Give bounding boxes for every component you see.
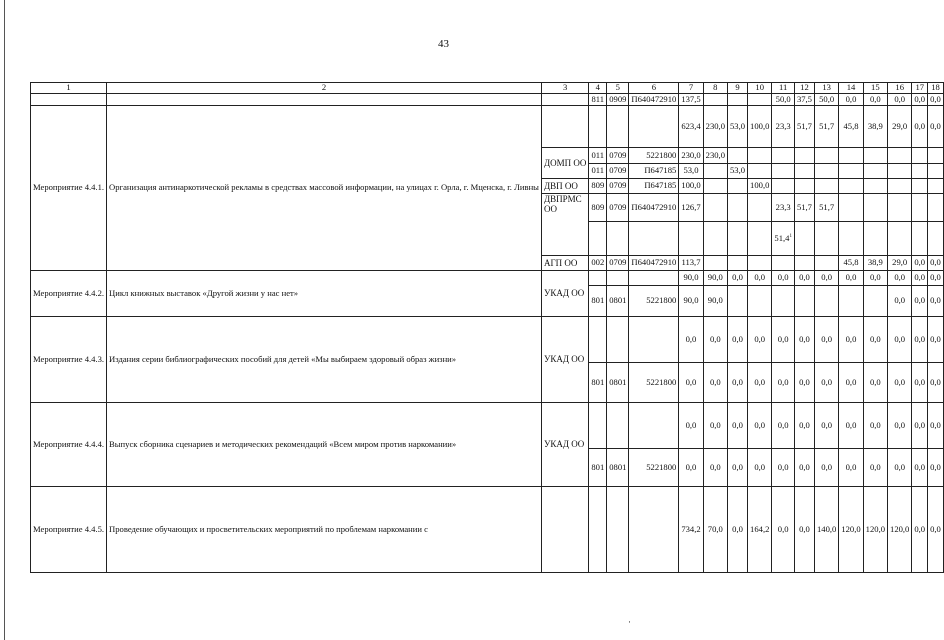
header-cell: 5: [607, 83, 629, 94]
table-cell: 0801: [607, 363, 629, 403]
table-cell: 0,0: [814, 363, 838, 403]
table-cell: 5221800: [629, 363, 679, 403]
table-cell: 0,0: [728, 317, 748, 363]
table-cell: 0,0: [912, 286, 928, 317]
table-cell: 51,7: [814, 106, 838, 148]
table-cell: 0909: [607, 94, 629, 106]
header-cell: 3: [541, 83, 588, 94]
table-cell: 120,0: [888, 487, 912, 573]
table-cell: 0,0: [703, 449, 727, 487]
table-cell: 734,2: [679, 487, 703, 573]
header-cell: 15: [863, 83, 887, 94]
table-cell: [772, 222, 795, 256]
table-cell: 0,0: [748, 403, 772, 449]
table-cell: 0,0: [839, 271, 863, 286]
table-cell: 100,0: [748, 179, 772, 194]
header-cell: 16: [888, 83, 912, 94]
table-cell: 0,0: [748, 271, 772, 286]
organization: УКАД ОО: [541, 271, 588, 317]
table-cell: 0,0: [839, 403, 863, 449]
table-cell: 51,7: [814, 194, 838, 222]
table-cell: 0,0: [772, 363, 795, 403]
activity-name: Мероприятие 4.4.5.: [31, 487, 107, 573]
table-cell: 0,0: [728, 363, 748, 403]
table-cell: 0709: [607, 148, 629, 164]
table-cell: 0801: [607, 286, 629, 317]
table-cell: 801: [589, 449, 607, 487]
header-cell: 18: [928, 83, 944, 94]
activity-description: Проведение обучающих и просветительских мероприятий по проблемам наркомании с: [107, 487, 542, 573]
table-cell: 140,0: [814, 487, 838, 573]
table-cell: 50,0: [772, 94, 795, 106]
table-cell: 0,0: [863, 271, 887, 286]
footnote-mark: 1: [789, 233, 792, 239]
activity-name: Мероприятие 4.4.2.: [31, 271, 107, 317]
table-cell: 0,0: [772, 487, 795, 573]
table-cell: 0,0: [728, 487, 748, 573]
table-cell: 809: [589, 179, 607, 194]
table-cell: 51,7: [794, 194, 814, 222]
table-cell: П647185: [629, 179, 679, 194]
table-cell: 0,0: [794, 363, 814, 403]
table-cell: 100,0: [748, 106, 772, 148]
table-cell: 70,0: [703, 487, 727, 573]
table-cell: 0,0: [928, 271, 944, 286]
table-cell: П640472910: [629, 256, 679, 271]
page-number: 43: [438, 38, 449, 50]
table-cell: 0,0: [928, 286, 944, 317]
activity-description: Выпуск сборника сценариев и методических рекомендаций «Всем миром против наркомании»: [107, 403, 542, 487]
table-cell: 37,5: [794, 94, 814, 106]
table-cell: 0,0: [912, 256, 928, 271]
header-cell: 12: [794, 83, 814, 94]
organization: УКАД ОО: [541, 317, 588, 403]
table-cell: 23,3: [772, 106, 795, 148]
table-cell: 90,0: [703, 271, 727, 286]
table-cell: 0,0: [772, 271, 795, 286]
table-cell: 230,0: [679, 148, 703, 164]
table-cell: 0,0: [703, 317, 727, 363]
table-cell: 38,9: [863, 256, 887, 271]
table-cell: 0,0: [703, 363, 727, 403]
table-cell: 164,2: [748, 487, 772, 573]
table-cell: 011: [589, 164, 607, 179]
table-cell: 0,0: [814, 271, 838, 286]
organization: ДОМП ОО: [541, 148, 588, 179]
table-cell: 0,0: [928, 106, 944, 148]
header-cell: 2: [107, 83, 542, 94]
table-cell: 38,9: [863, 106, 887, 148]
table-cell: 53,0: [679, 164, 703, 179]
table-cell: 45,8: [839, 106, 863, 148]
table-cell: 29,0: [888, 106, 912, 148]
table-cell: 809: [589, 194, 607, 222]
table-row: [31, 271, 944, 286]
table-cell: 0,0: [839, 363, 863, 403]
table-cell: 0,0: [928, 317, 944, 363]
table-cell: 0801: [607, 449, 629, 487]
table-cell: 0,0: [814, 449, 838, 487]
table-cell: 0,0: [912, 487, 928, 573]
table-cell: 0,0: [888, 317, 912, 363]
table-cell: 0,0: [772, 403, 795, 449]
header-cell: 6: [629, 83, 679, 94]
table-row: [31, 94, 944, 106]
table-cell: 0,0: [794, 487, 814, 573]
activity-name: Мероприятие 4.4.1.: [31, 106, 107, 271]
table-cell: 0709: [607, 256, 629, 271]
table-cell: 0,0: [728, 403, 748, 449]
table-cell: 120,0: [863, 487, 887, 573]
table-cell: 90,0: [679, 286, 703, 317]
organization: УКАД ОО: [541, 403, 588, 487]
table-cell: П640472910: [629, 194, 679, 222]
table-cell: 0,0: [888, 363, 912, 403]
table-cell: 0,0: [912, 363, 928, 403]
table-cell: 0,0: [912, 317, 928, 363]
scan-dot: ·: [628, 617, 631, 627]
table-cell: 801: [589, 363, 607, 403]
table-cell: 0,0: [772, 449, 795, 487]
table-cell: 0,0: [888, 449, 912, 487]
table-cell: 50,0: [814, 94, 838, 106]
table-cell: 5221800: [629, 449, 679, 487]
table-cell: 0,0: [814, 317, 838, 363]
table-cell: 90,0: [679, 271, 703, 286]
table-row: [31, 106, 944, 148]
table-cell: 5221800: [629, 286, 679, 317]
table-cell: 0,0: [679, 449, 703, 487]
activity-description: Цикл книжных выставок «Другой жизни у нас нет»: [107, 271, 542, 317]
header-cell: 4: [589, 83, 607, 94]
table-cell: 51,7: [794, 106, 814, 148]
table-cell: 0,0: [794, 449, 814, 487]
table-cell: 0,0: [928, 256, 944, 271]
table-cell: 0,0: [912, 403, 928, 449]
table-cell: 0,0: [839, 94, 863, 106]
activity-name: Мероприятие 4.4.4.: [31, 403, 107, 487]
table-cell: 0,0: [703, 403, 727, 449]
table-cell: 0,0: [928, 94, 944, 106]
table-cell: 0,0: [863, 363, 887, 403]
table-cell: 623,4: [679, 106, 703, 148]
activity-description: Организация антинаркотической рекламы в средствах массовой информации, на улицах г. Орла, г. Мценска, г. Ливны: [107, 106, 542, 271]
table-cell: 120,0: [839, 487, 863, 573]
table-cell: 0,0: [888, 286, 912, 317]
table-cell: 23,3: [772, 194, 795, 222]
table-cell: 0,0: [679, 317, 703, 363]
table-cell: 0709: [607, 164, 629, 179]
table-cell: 0,0: [814, 403, 838, 449]
table-cell: 0,0: [863, 403, 887, 449]
table-cell: 0,0: [748, 449, 772, 487]
table-cell: 801: [589, 286, 607, 317]
activity-description: Издания серии библиографических пособий для детей «Мы выбираем здоровый образ жизни»: [107, 317, 542, 403]
header-cell: 10: [748, 83, 772, 94]
table-cell: 0,0: [679, 363, 703, 403]
table-cell: 113,7: [679, 256, 703, 271]
table-cell: 0,0: [863, 449, 887, 487]
table-cell: 0,0: [839, 449, 863, 487]
header-cell: 11: [772, 83, 795, 94]
table-cell: 0,0: [839, 317, 863, 363]
header-cell: 14: [839, 83, 863, 94]
table-cell: 0,0: [928, 403, 944, 449]
table-cell: 53,0: [728, 164, 748, 179]
table-cell: 100,0: [679, 179, 703, 194]
table-cell: 0709: [607, 194, 629, 222]
table-row: [31, 487, 944, 573]
table-cell: П647185: [629, 164, 679, 179]
header-cell: 13: [814, 83, 838, 94]
header-cell: 1: [31, 83, 107, 94]
budget-table: [30, 82, 944, 573]
table-cell: 0,0: [679, 403, 703, 449]
table-cell: 137,5: [679, 94, 703, 106]
header-cell: 8: [703, 83, 727, 94]
table-cell: 230,0: [703, 148, 727, 164]
table-cell: 0,0: [928, 449, 944, 487]
table-cell: 811: [589, 94, 607, 106]
table-cell: 0,0: [912, 94, 928, 106]
table-cell: 45,8: [839, 256, 863, 271]
table-cell: 0,0: [772, 317, 795, 363]
header-row: [31, 83, 944, 94]
table-cell: 0,0: [794, 271, 814, 286]
table-cell: 230,0: [703, 106, 727, 148]
table-cell: 0,0: [888, 403, 912, 449]
table-cell: 0,0: [912, 106, 928, 148]
table-cell: 90,0: [703, 286, 727, 317]
table-cell: 53,0: [728, 106, 748, 148]
table-cell: 0,0: [748, 317, 772, 363]
page-edge-line: [4, 0, 5, 640]
table-cell: 011: [589, 148, 607, 164]
table-cell: 0,0: [863, 94, 887, 106]
table-cell: 0,0: [912, 271, 928, 286]
table-cell: 0,0: [928, 487, 944, 573]
table-cell: 126,7: [679, 194, 703, 222]
table-cell: 0,0: [912, 449, 928, 487]
table-cell: 0709: [607, 179, 629, 194]
table-row: [31, 317, 944, 363]
table-cell: 0,0: [728, 449, 748, 487]
organization: ДВПРМС ОО: [541, 194, 588, 256]
activity-name: Мероприятие 4.4.3.: [31, 317, 107, 403]
table-cell: 0,0: [888, 271, 912, 286]
header-cell: 17: [912, 83, 928, 94]
table-cell: 0,0: [863, 317, 887, 363]
table-cell: П640472910: [629, 94, 679, 106]
table-cell: 002: [589, 256, 607, 271]
table-cell: 0,0: [728, 271, 748, 286]
table-cell: 5221800: [629, 148, 679, 164]
table-row: [31, 403, 944, 449]
organization: ДВП ОО: [541, 179, 588, 194]
header-cell: 9: [728, 83, 748, 94]
header-cell: 7: [679, 83, 703, 94]
table-cell: 29,0: [888, 256, 912, 271]
extra-value: 51,4: [774, 232, 790, 243]
organization: АГП ОО: [541, 256, 588, 271]
table-cell: 0,0: [794, 403, 814, 449]
table-cell: 0,0: [794, 317, 814, 363]
table-cell: 0,0: [928, 363, 944, 403]
table-cell: 0,0: [888, 94, 912, 106]
table-cell: 0,0: [748, 363, 772, 403]
